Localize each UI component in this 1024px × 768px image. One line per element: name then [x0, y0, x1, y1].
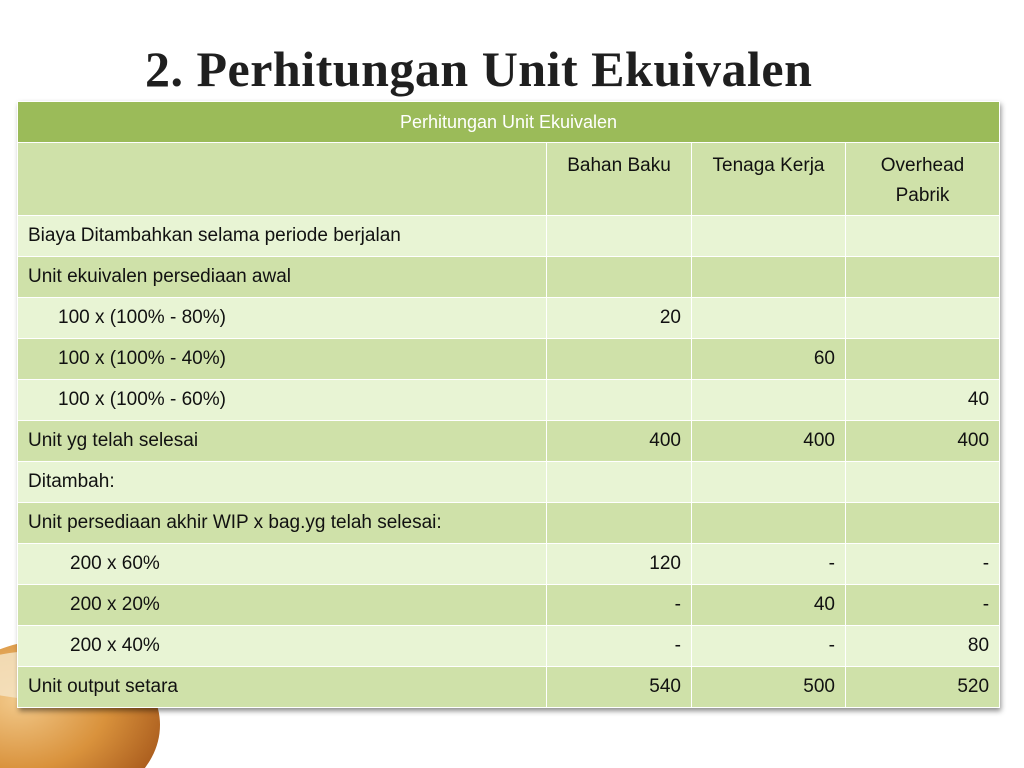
cell-tenaga-kerja: 40 — [692, 585, 846, 626]
table-row — [18, 339, 1000, 380]
column-header-tenaga-kerja: Tenaga Kerja — [692, 143, 846, 216]
table-row — [18, 626, 1000, 667]
cell-bahan-baku: - — [547, 626, 692, 667]
cell-tenaga-kerja: 500 — [692, 667, 846, 708]
cell-bahan-baku — [547, 380, 692, 421]
cell-bahan-baku — [547, 257, 692, 298]
row-label: 100 x (100% - 60%) — [18, 380, 547, 421]
cell-tenaga-kerja: 60 — [692, 339, 846, 380]
table-row — [18, 421, 1000, 462]
equivalent-unit-table — [17, 101, 1000, 708]
cell-tenaga-kerja — [692, 257, 846, 298]
cell-overhead-pabrik — [846, 503, 1000, 544]
row-label: Unit persediaan akhir WIP x bag.yg telah selesai: — [18, 503, 547, 544]
cell-overhead-pabrik: - — [846, 585, 1000, 626]
cell-overhead-pabrik — [846, 257, 1000, 298]
column-header-bahan-baku: Bahan Baku — [547, 143, 692, 216]
row-label: Unit yg telah selesai — [18, 421, 547, 462]
cell-bahan-baku: - — [547, 585, 692, 626]
row-label: 200 x 60% — [18, 544, 547, 585]
table-row — [18, 667, 1000, 708]
cell-tenaga-kerja: - — [692, 626, 846, 667]
row-label: Unit output setara — [18, 667, 547, 708]
cell-overhead-pabrik: 520 — [846, 667, 1000, 708]
equivalent-unit-table-container — [17, 101, 999, 708]
cell-tenaga-kerja — [692, 298, 846, 339]
cell-overhead-pabrik: 80 — [846, 626, 1000, 667]
row-label: Ditambah: — [18, 462, 547, 503]
cell-tenaga-kerja: - — [692, 544, 846, 585]
table-row — [18, 462, 1000, 503]
row-label: Unit ekuivalen persediaan awal — [18, 257, 547, 298]
cell-tenaga-kerja: 400 — [692, 421, 846, 462]
table-caption: Perhitungan Unit Ekuivalen — [18, 102, 1000, 143]
table-row — [18, 298, 1000, 339]
cell-bahan-baku: 400 — [547, 421, 692, 462]
table-caption-row — [18, 102, 1000, 143]
table-row — [18, 380, 1000, 421]
table-row — [18, 257, 1000, 298]
cell-bahan-baku — [547, 339, 692, 380]
table-row — [18, 544, 1000, 585]
table-body — [18, 216, 1000, 708]
cell-tenaga-kerja — [692, 216, 846, 257]
cell-tenaga-kerja — [692, 380, 846, 421]
cell-bahan-baku — [547, 462, 692, 503]
column-header-overhead-pabrik: Overhead Pabrik — [846, 143, 1000, 216]
slide-title: 2. Perhitungan Unit Ekuivalen — [145, 41, 813, 97]
row-label: 200 x 40% — [18, 626, 547, 667]
cell-bahan-baku — [547, 216, 692, 257]
column-header-row — [18, 143, 1000, 216]
row-label: 100 x (100% - 80%) — [18, 298, 547, 339]
cell-overhead-pabrik: - — [846, 544, 1000, 585]
table-row — [18, 503, 1000, 544]
table-row — [18, 585, 1000, 626]
cell-overhead-pabrik — [846, 216, 1000, 257]
column-header-description — [18, 143, 547, 216]
cell-overhead-pabrik — [846, 462, 1000, 503]
cell-overhead-pabrik — [846, 339, 1000, 380]
row-label: 100 x (100% - 40%) — [18, 339, 547, 380]
cell-bahan-baku: 20 — [547, 298, 692, 339]
row-label: 200 x 20% — [18, 585, 547, 626]
cell-overhead-pabrik: 40 — [846, 380, 1000, 421]
cell-bahan-baku: 120 — [547, 544, 692, 585]
row-label: Biaya Ditambahkan selama periode berjalan — [18, 216, 547, 257]
cell-tenaga-kerja — [692, 503, 846, 544]
table-row — [18, 216, 1000, 257]
cell-overhead-pabrik — [846, 298, 1000, 339]
cell-tenaga-kerja — [692, 462, 846, 503]
cell-overhead-pabrik: 400 — [846, 421, 1000, 462]
cell-bahan-baku — [547, 503, 692, 544]
cell-bahan-baku: 540 — [547, 667, 692, 708]
